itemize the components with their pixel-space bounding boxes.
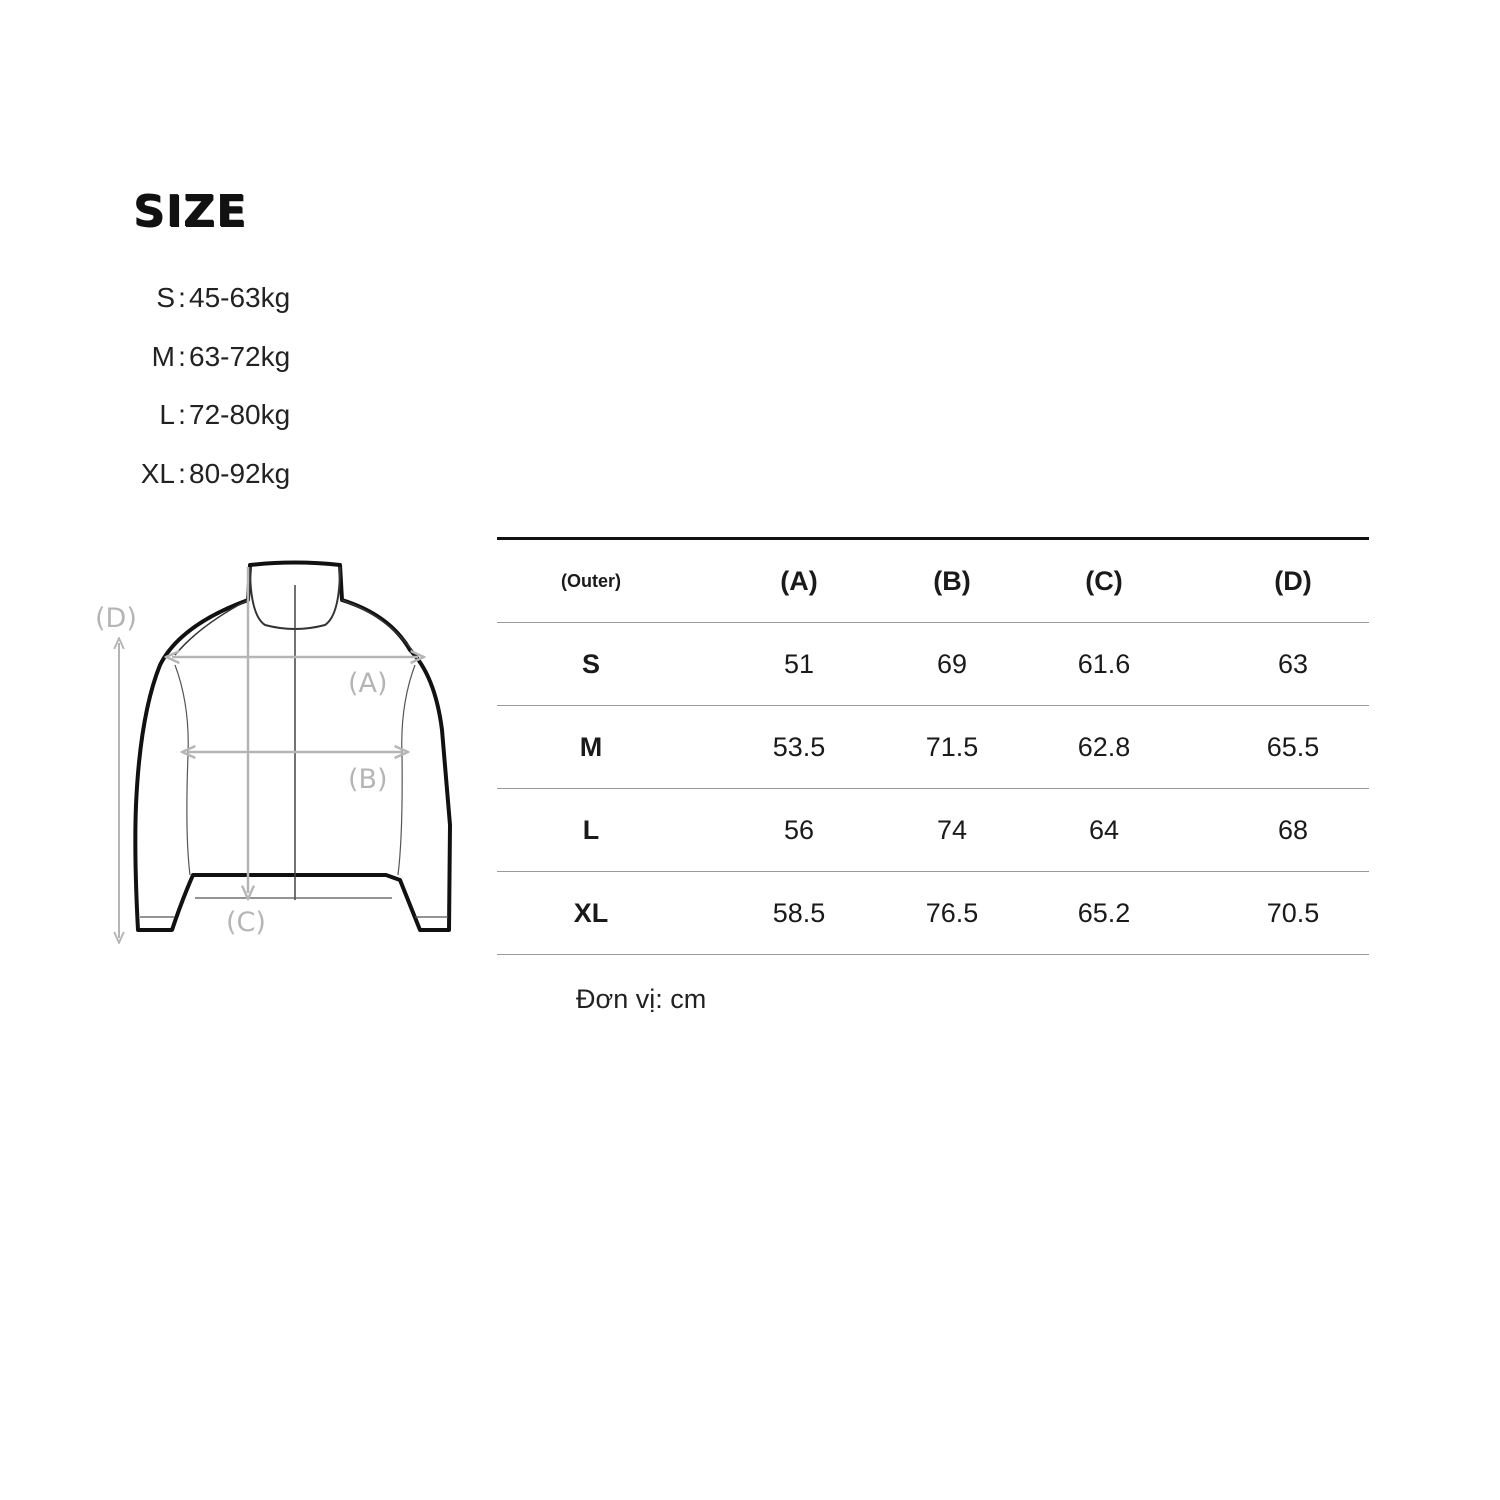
table-cell-size: M — [497, 706, 685, 789]
jacket-body-outline — [135, 563, 450, 931]
table-header-cell: (Outer) — [497, 539, 685, 623]
jacket-shoulder-seam — [175, 600, 248, 655]
table-cell-size: XL — [497, 872, 685, 955]
table-cell: 68 — [1217, 789, 1369, 872]
measure-c-label: (C) — [226, 907, 266, 938]
table-cell: 53.5 — [685, 706, 913, 789]
jacket-shoulder-seam — [342, 600, 412, 650]
table-cell: 74 — [913, 789, 991, 872]
table-cell: 58.5 — [685, 872, 913, 955]
size-chart-table — [497, 537, 1369, 955]
weight-row-s — [120, 276, 300, 335]
weight-row-l — [120, 393, 300, 452]
weight-range: 72-80kg — [189, 399, 291, 430]
page-title: SIZE — [133, 186, 248, 237]
table-cell-size: L — [497, 789, 685, 872]
weight-size-label: XL — [140, 457, 175, 489]
table-cell: 65.5 — [1217, 706, 1369, 789]
weight-range: 45-63kg — [189, 282, 291, 313]
weight-row-xl — [120, 452, 300, 511]
jacket-sleeve-left — [175, 665, 190, 875]
table-cell: 62.8 — [991, 706, 1217, 789]
measure-d-label: (D) — [95, 603, 137, 634]
table-row — [497, 789, 1369, 872]
table-header-cell: (C) — [991, 539, 1217, 623]
table-cell: 51 — [685, 623, 913, 706]
jacket-outline-icon — [90, 555, 470, 950]
table-header-row — [497, 539, 1369, 623]
table-cell: 70.5 — [1217, 872, 1369, 955]
weight-row-m — [120, 335, 300, 394]
weight-separator: : — [178, 340, 186, 372]
table-header-cell: (A) — [685, 539, 913, 623]
jacket-sleeve-right — [398, 665, 415, 875]
measure-a-label: (A) — [348, 668, 388, 699]
weight-separator: : — [178, 457, 186, 489]
table-header-cell: (D) — [1217, 539, 1369, 623]
weight-separator: : — [178, 282, 186, 313]
table-cell: 71.5 — [913, 706, 991, 789]
table-cell: 64 — [991, 789, 1217, 872]
jacket-measurement-diagram — [90, 555, 470, 950]
weight-separator: : — [178, 399, 186, 430]
weight-range: 63-72kg — [189, 340, 291, 372]
table-row — [497, 872, 1369, 955]
weight-size-label: M — [151, 340, 175, 372]
weight-guide — [120, 276, 300, 510]
table-row — [497, 706, 1369, 789]
table-cell: 69 — [913, 623, 991, 706]
table-cell: 65.2 — [991, 872, 1217, 955]
weight-range: 80-92kg — [189, 457, 291, 489]
weight-size-label: L — [159, 399, 175, 430]
table-header-cell: (B) — [913, 539, 991, 623]
measure-b-label: (B) — [348, 764, 388, 795]
table-row — [497, 623, 1369, 706]
table-cell: 56 — [685, 789, 913, 872]
table-cell: 76.5 — [913, 872, 991, 955]
table-cell: 63 — [1217, 623, 1369, 706]
table-cell-size: S — [497, 623, 685, 706]
table-cell: 61.6 — [991, 623, 1217, 706]
weight-size-label: S — [156, 282, 175, 313]
unit-note: Đơn vị: cm — [576, 984, 707, 1014]
